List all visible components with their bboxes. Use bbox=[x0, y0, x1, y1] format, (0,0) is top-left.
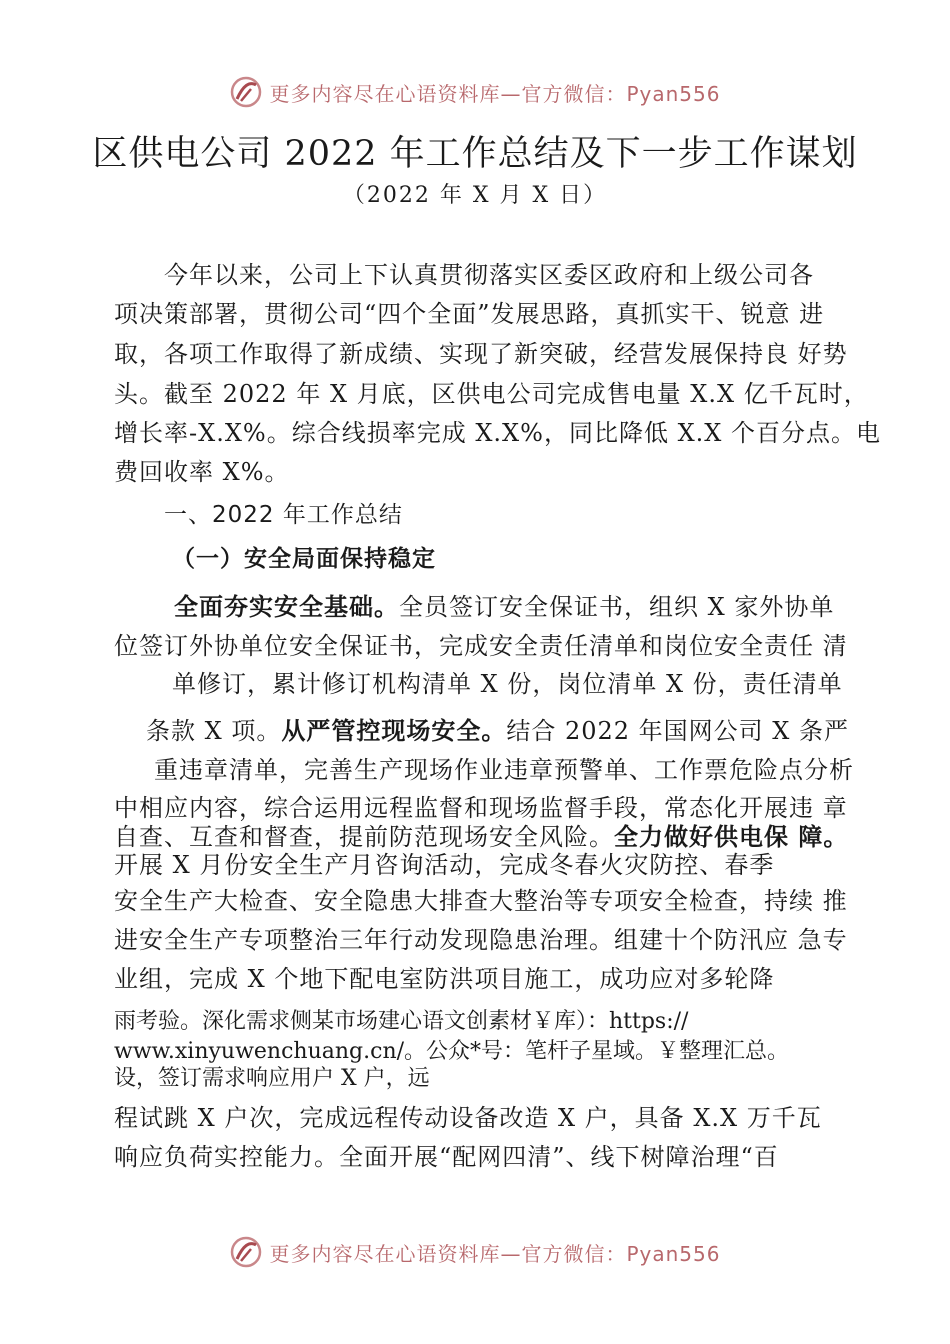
bold-phrase: 全面夯实安全基础。 bbox=[174, 593, 399, 621]
watermark-text: 更多内容尽在心语资料库—官方微信：Pyan556 bbox=[269, 81, 721, 106]
text-line bbox=[174, 592, 834, 622]
text-line: 开展 X 月份安全生产月咨询活动，完成冬春火灾防控、春季 bbox=[114, 851, 775, 879]
text-line: 进安全生产专项整治三年行动发现隐患治理。组建十个防汛应 急专 bbox=[114, 926, 848, 954]
line-text: 条款 X 项。 bbox=[146, 717, 282, 745]
text-line: 取，各项工作取得了新成绩、实现了新突破，经营发展保持良 好势 bbox=[114, 340, 848, 368]
text-line: 雨考验。深化需求侧某市场建心语文创素材￥库）：https:// bbox=[114, 1009, 689, 1034]
line-text: 全员签订安全保证书，组织 X 家外协单 bbox=[399, 593, 835, 621]
watermark-text: 更多内容尽在心语资料库—官方微信：Pyan556 bbox=[269, 1241, 721, 1266]
line-text: 自查、互查和督查，提前防范现场安全风险。 bbox=[114, 823, 614, 851]
logo-icon bbox=[229, 75, 263, 109]
text-line: www.xinyuwenchuang.cn/。公众*号：笔杆子星域。￥整理汇总。 bbox=[114, 1039, 790, 1064]
text-line: 增长率-X.X%。综合线损率完成 X.X%，同比降低 X.X 个百分点。电 bbox=[114, 419, 882, 447]
text-line: 单修订，累计修订机构清单 X 份，岗位清单 X 份，责任清单 bbox=[172, 670, 843, 698]
text-line: 业组，完成 X 个地下配电室防洪项目施工，成功应对多轮降 bbox=[114, 965, 775, 993]
watermark-bottom bbox=[0, 1232, 950, 1272]
text-line: 位签订外协单位安全保证书，完成安全责任清单和岗位安全责任 清 bbox=[114, 632, 848, 660]
text-line: 设，签订需求响应用户 X 户，远 bbox=[114, 1066, 430, 1091]
section-heading: 一、2022 年工作总结 bbox=[164, 502, 403, 528]
logo-icon bbox=[229, 1235, 263, 1269]
bold-phrase: 全力做好供电保 障。 bbox=[614, 823, 849, 851]
subsection-heading: （一）安全局面保持稳定 bbox=[172, 546, 436, 572]
text-line: 今年以来，公司上下认真贯彻落实区委区政府和上级公司各 bbox=[164, 261, 814, 289]
document-title: 区供电公司 2022 年工作总结及下一步工作谋划 bbox=[92, 134, 858, 174]
text-line: 费回收率 X%。 bbox=[114, 458, 290, 486]
watermark-top bbox=[0, 72, 950, 112]
text-line: 项决策部署，贯彻公司“四个全面”发展思路，真抓实干、锐意 进 bbox=[114, 300, 825, 328]
line-text: 结合 2022 年国网公司 X 条严 bbox=[506, 717, 850, 745]
text-line: 中相应内容，综合运用远程监督和现场监督手段，常态化开展违 章 bbox=[114, 794, 848, 822]
text-line: 程试跳 X 户次，完成远程传动设备改造 X 户，具备 X.X 万千瓦 bbox=[114, 1104, 822, 1132]
text-line bbox=[114, 822, 848, 852]
text-line: 安全生产大检查、安全隐患大排查大整治等专项安全检查，持续 推 bbox=[114, 887, 848, 915]
text-line: 响应负荷实控能力。全面开展“配网四清”、线下树障治理“百 bbox=[114, 1143, 779, 1171]
text-line: 头。截至 2022 年 X 月底，区供电公司完成售电量 X.X 亿千瓦时， bbox=[114, 380, 869, 408]
text-line: 重违章清单，完善生产现场作业违章预警单、工作票危险点分析 bbox=[154, 756, 854, 784]
bold-phrase: 从严管控现场安全。 bbox=[281, 717, 507, 745]
document-date: （2022 年 X 月 X 日） bbox=[342, 183, 608, 208]
text-line bbox=[146, 716, 849, 746]
